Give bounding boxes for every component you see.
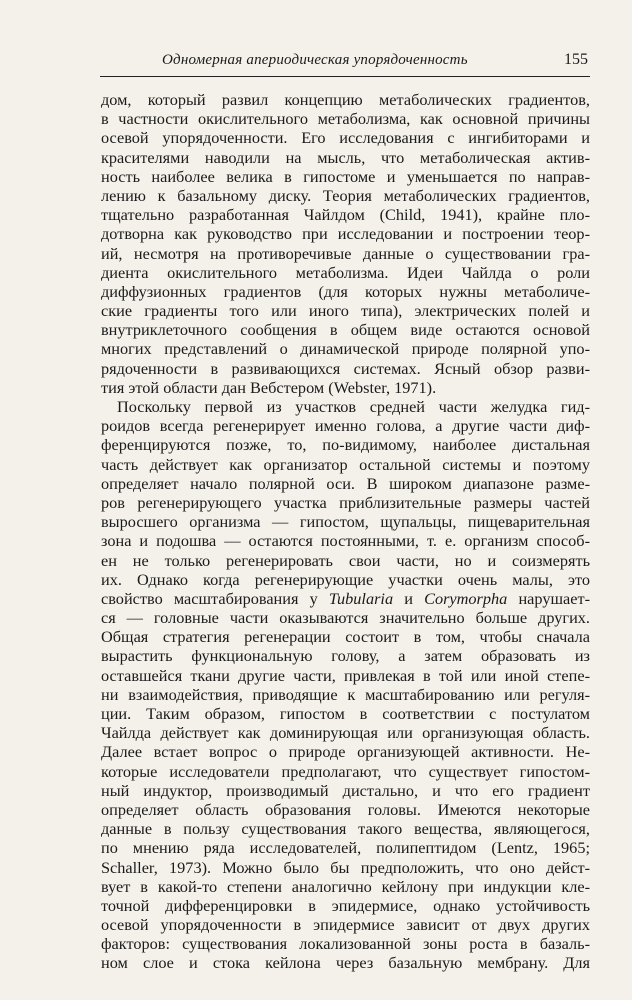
paragraph — [101, 397, 590, 973]
text-line: внутриклеточного сообщения в общем виде остаются основой — [101, 320, 590, 340]
text-line: Schaller, 1973). Можно было бы предположить, что оно дейст- — [101, 857, 590, 877]
text-line: ни взаимодействия, приводящие к масштабированию или регуля- — [101, 684, 590, 704]
text-line: которые исследователи предполагают, что существует гипостом- — [101, 761, 590, 781]
page-number: 155 — [564, 51, 588, 68]
text-line: ференцируются позже, то, по-видимому, наиболее дистальная — [101, 435, 590, 455]
text-line: вырастить функциональную голову, а затем образовать из — [101, 646, 590, 666]
running-title: Одномерная апериодическая упорядоченность — [162, 52, 468, 68]
text-line: определяет начало полярной оси. В широком диапазоне разме- — [101, 473, 590, 493]
text-line: дом, который развил концепцию метаболических градиентов, — [101, 90, 590, 109]
body-text — [101, 90, 590, 973]
text-line: дотворна как руководство при исследовании и построении теор- — [101, 224, 590, 244]
text-line: ность наиболее велика в гипостоме и уменьшается по направ- — [101, 166, 590, 186]
text-line: ий, несмотря на противоречивые данные о существовании гра- — [101, 243, 590, 263]
text-line: точной дифференцировки в эпидермисе, однако устойчивость — [101, 895, 590, 915]
text-line: ся — головные части оказываются значительно больше других. — [101, 608, 590, 628]
text-line: ские градиенты того или иного типа), электрических полей и — [101, 301, 590, 321]
text-line: Поскольку первой из участков средней части желудка гид- — [117, 397, 590, 416]
text-line: ном слое и стока кейлона через базальную мембрану. Для — [101, 953, 590, 973]
text-line: диффузионных градиентов (для которых нужны метаболиче- — [101, 281, 590, 301]
text-line: ен не только регенерировать свои части, но и соизмерять — [101, 550, 590, 570]
text-line: тщательно разработанная Чайлдом (Child, 1941), крайне пло- — [101, 205, 590, 225]
text-line: оставшейся ткани другие части, привлекая в той или иной степе- — [101, 665, 590, 685]
text-line: осевой упорядоченности в эпидермисе зависит от двух других — [101, 915, 590, 935]
text-line: ров регенерирующего участка приблизительные размеры частей — [101, 492, 590, 512]
text-line: в частности окислительного метаболизма, как основной причины — [101, 109, 590, 129]
text-line: тия этой области дан Вебстером (Webster, 1971). — [101, 377, 437, 397]
text-line: свойство масштабирования у Tubularia и Corymorpha нарушает- — [101, 588, 590, 608]
text-line: рядоченности в развивающихся системах. Ясный обзор разви- — [101, 358, 590, 378]
text-line: их. Однако когда регенерирующие участки очень малы, это — [101, 569, 590, 589]
paragraph — [101, 90, 590, 397]
text-line: зона и подошва — остаются постоянными, т. е. организм способ- — [101, 531, 590, 551]
text-line: данные в пользу существования такого вещества, являющегося, — [101, 819, 590, 839]
text-line: вует в какой-то степени аналогично кейлону при индукции кле- — [101, 876, 590, 896]
text-line: ный индуктор, производимый дистально, и что его градиент — [101, 780, 590, 800]
text-line: ции. Таким образом, гипостом в соответствии с постулатом — [101, 704, 590, 723]
text-line: по мнению ряда исследователей, полипептидом (Lentz, 1965; — [101, 838, 590, 858]
page-header — [100, 48, 590, 77]
text-line: лению к базальному диску. Теория метаболических градиентов, — [101, 185, 590, 205]
text-line: диента окислительного метаболизма. Идеи Чайлда о роли — [101, 262, 590, 282]
text-line: роидов всегда регенерирует именно голова, а другие части диф- — [101, 416, 590, 436]
text-line: красителями наводили на мысль, что метаболическая актив- — [101, 147, 590, 167]
text-line: осевой упорядоченности. Его исследования с ингибиторами и — [101, 128, 590, 148]
text-line: Далее встает вопрос о природе организующей активности. Не- — [101, 742, 590, 762]
text-line: факторов: существования локализованной зоны роста в базаль- — [101, 934, 590, 954]
text-line: многих представлений о динамической природе полярной упо- — [101, 339, 590, 359]
text-line: выросшего организма — гипостом, щупальцы, пищеварительная — [101, 512, 590, 532]
text-line: часть действует как организатор остальной системы и поэтому — [101, 454, 590, 474]
text-line: определяет область образования головы. Имеются некоторые — [101, 799, 590, 819]
text-line: Общая стратегия регенерации состоит в том, чтобы сначала — [101, 627, 590, 647]
text-line: Чайлда действует как доминирующая или организующая область. — [101, 723, 590, 743]
